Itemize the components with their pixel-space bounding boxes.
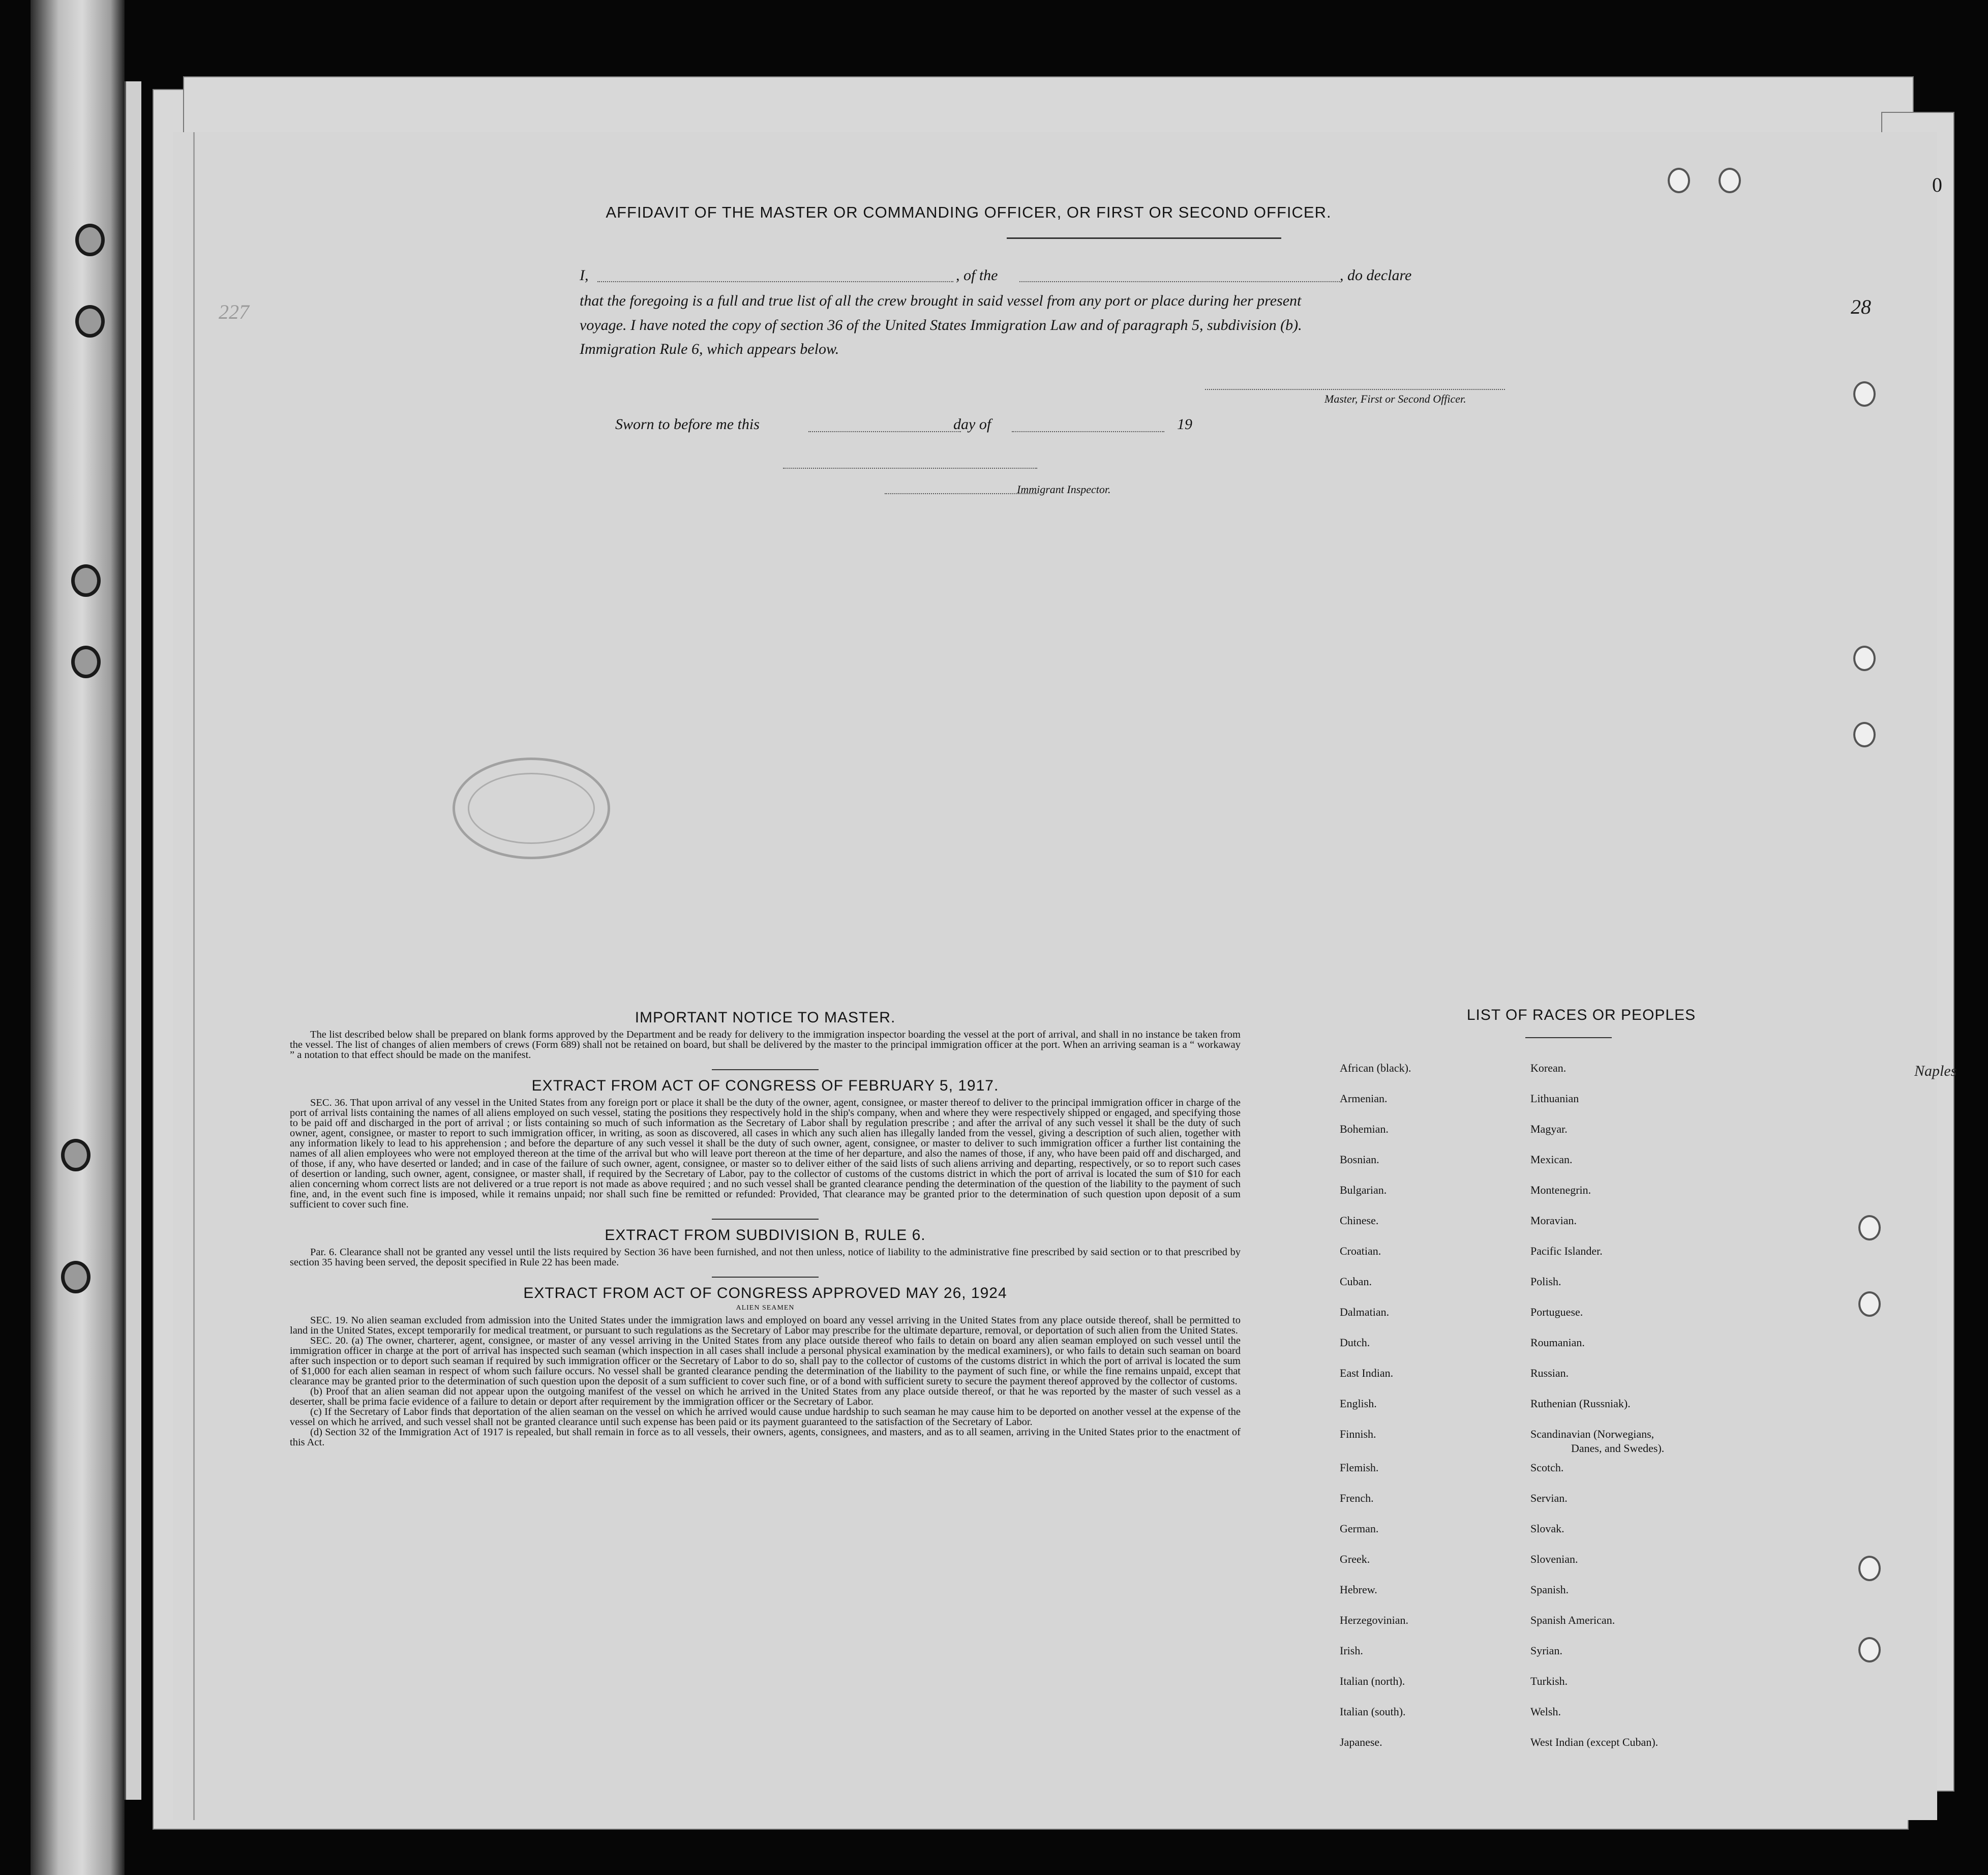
extract-rule6-text: Par. 6. Clearance shall not be granted any vessel until the lists required by Section 36 have been furnished, and not then unless, notice of liability to the administrative fine prescribed by said section or to that prescribed by section 35 having been served, the deposit specified in Rule 22 has been made. bbox=[290, 1247, 1241, 1268]
race-item: Ruthenian (Russniak). bbox=[1530, 1397, 1631, 1410]
extract-1924-subtitle: ALIEN SEAMEN bbox=[736, 1304, 795, 1312]
races-title-underline bbox=[1525, 1037, 1612, 1038]
notice-text: The list described below shall be prepared on blank forms approved by the Department and be ready for delivery to the immigration inspector boarding the vessel at the port of arrival, and shall in no instance be taken from the vessel. The list of changes of alien members of crews (Form 689) shall not be retained on board, but shall be delivered by the master to the principal immigration officer at the port. When an arriving seaman is a “ workaway ” a notation to that effect should be made on the manifest. bbox=[290, 1029, 1241, 1061]
race-item: Chinese. bbox=[1340, 1214, 1379, 1227]
declarant-name-line[interactable] bbox=[597, 281, 953, 282]
race-item: Welsh. bbox=[1530, 1705, 1561, 1718]
edge-number: 0 bbox=[1932, 173, 1942, 196]
race-item: Irish. bbox=[1340, 1644, 1363, 1657]
inspector-line-1[interactable] bbox=[783, 468, 1037, 469]
affidavit-line-2: that the foregoing is a full and true list of all the crew brought in said vessel from any port or place during her present bbox=[580, 292, 1302, 309]
declare-label: , do declare bbox=[1340, 267, 1412, 284]
page-fold bbox=[193, 132, 195, 1820]
signature-line[interactable] bbox=[1205, 389, 1505, 390]
race-item: Pacific Islander. bbox=[1530, 1245, 1603, 1257]
binder-spine bbox=[31, 0, 125, 1875]
race-item: Armenian. bbox=[1340, 1092, 1388, 1105]
race-item: Mexican. bbox=[1530, 1153, 1573, 1166]
section-divider bbox=[712, 1277, 819, 1278]
affidavit-line-3: voyage. I have noted the copy of section 36 of the United States Immigration Law and of paragraph 5, subdivision (b). bbox=[580, 317, 1302, 334]
race-item: Slovenian. bbox=[1530, 1553, 1578, 1565]
extract-1924-paragraph: (d) Section 32 of the Immigration Act of 1917 is repealed, but shall remain in force as to all vessels, their owners, agents, consignees, and masters, and as to all seamen, arriving in the United States prior to the enactment of this Act. bbox=[290, 1427, 1241, 1448]
race-item: Cuban. bbox=[1340, 1275, 1372, 1288]
race-item: Italian (north). bbox=[1340, 1675, 1405, 1687]
race-item: Roumanian. bbox=[1530, 1336, 1585, 1349]
title-underline bbox=[1007, 237, 1281, 239]
race-item: Spanish. bbox=[1530, 1583, 1569, 1596]
race-item: Korean. bbox=[1530, 1062, 1567, 1074]
race-item: Russian. bbox=[1530, 1367, 1569, 1379]
punch-hole bbox=[1858, 1215, 1881, 1241]
affidavit-title: AFFIDAVIT OF THE MASTER OR COMMANDING OFFICER, OR FIRST OR SECOND OFFICER. bbox=[606, 203, 1332, 221]
inspector-line-2[interactable] bbox=[885, 493, 1037, 494]
race-item: Flemish. bbox=[1340, 1461, 1379, 1474]
race-item: Bulgarian. bbox=[1340, 1184, 1387, 1196]
race-item: Italian (south). bbox=[1340, 1705, 1406, 1718]
race-item: Croatian. bbox=[1340, 1245, 1381, 1257]
race-item: Turkish. bbox=[1530, 1675, 1568, 1687]
vessel-name-line[interactable] bbox=[1019, 281, 1340, 282]
races-title: LIST OF RACES OR PEOPLES bbox=[1466, 1007, 1696, 1023]
extract-1924-paragraph: SEC. 20. (a) The owner, charterer, agent, consignee, or master of any vessel arriving in the United States from any place outside thereof who fails to detain on board any alien seaman employed on such vessel until the immigration officer in charge at the port of arrival has inspected such seaman (which inspection in all cases shall include a personal physical examination by the medical examiners), or who fails to detain such seaman on board after such inspection or to deport such seaman if required by such immigration officer or the Secretary of Labor to do so, shall pay to the collector of customs of the customs district in which the port of arrival is located the sum of $1,000 for each alien seaman in respect of whom such failure occurs. No vessel shall be granted clearance pending the determination of the liability to the payment of such fine, or while the fine remains unpaid, except that clearance may be granted prior to the determination of such question upon the deposit of a sum sufficient to cover such fine, or of a bond with sufficient surety to secure the payment thereof approved by the collector of customs. bbox=[290, 1335, 1241, 1387]
race-item: Servian. bbox=[1530, 1492, 1568, 1504]
notice-title: IMPORTANT NOTICE TO MASTER. bbox=[635, 1009, 896, 1026]
margin-note: Naples bbox=[1914, 1063, 1957, 1079]
binder-ring bbox=[75, 224, 105, 256]
race-item: Hebrew. bbox=[1340, 1583, 1377, 1596]
sworn-label: Sworn to before me this bbox=[615, 416, 760, 433]
page-number: 28 bbox=[1851, 295, 1871, 318]
affidavit-page bbox=[173, 132, 1942, 1820]
extract-1917-title: EXTRACT FROM ACT OF CONGRESS OF FEBRUARY 5, 1917. bbox=[531, 1077, 999, 1094]
declarant-label: I, bbox=[580, 267, 589, 284]
race-item: Bohemian. bbox=[1340, 1123, 1389, 1135]
race-item: Scotch. bbox=[1530, 1461, 1564, 1474]
sworn-day-line[interactable] bbox=[808, 431, 961, 432]
extract-1924-paragraph: SEC. 19. No alien seaman excluded from admission into the United States under the immigration laws and employed on board any vessel arriving in the United States from any place outside thereof, shall be permitted to land in the United States, except temporarily for medical treatment, or pursuant to such regulations as the Secretary of Labor may prescribe for the ultimate departure, removal, or deportation of such alien from the United States. bbox=[290, 1315, 1241, 1336]
binder-edge bbox=[125, 81, 141, 1800]
notice-section bbox=[290, 1009, 1241, 1447]
race-item: English. bbox=[1340, 1397, 1377, 1410]
day-of-label: day of bbox=[953, 416, 991, 433]
race-item: Japanese. bbox=[1340, 1736, 1382, 1748]
race-item: Dalmatian. bbox=[1340, 1306, 1390, 1318]
race-item: Herzegovinian. bbox=[1340, 1614, 1408, 1626]
margin-number: 227 bbox=[219, 300, 249, 323]
affidavit-line-4: Immigration Rule 6, which appears below. bbox=[580, 341, 839, 357]
punch-hole bbox=[1853, 381, 1876, 407]
extract-rule6-title: EXTRACT FROM SUBDIVISION B, RULE 6. bbox=[605, 1227, 926, 1244]
binder-ring bbox=[61, 1139, 91, 1171]
punch-hole bbox=[1668, 168, 1690, 193]
binder-ring bbox=[75, 305, 105, 338]
race-item: Portuguese. bbox=[1530, 1306, 1583, 1318]
inspector-caption: Immigrant Inspector. bbox=[1017, 483, 1111, 496]
punch-hole bbox=[1853, 722, 1876, 747]
punch-hole bbox=[1853, 646, 1876, 671]
race-item: Bosnian. bbox=[1340, 1153, 1379, 1166]
race-item: Scandinavian (Norwegians, bbox=[1530, 1428, 1654, 1440]
race-item: Dutch. bbox=[1340, 1336, 1370, 1349]
punch-hole bbox=[1858, 1637, 1881, 1662]
section-divider bbox=[712, 1069, 819, 1070]
extract-1924-title: EXTRACT FROM ACT OF CONGRESS APPROVED MAY 26, 1924 bbox=[523, 1285, 1007, 1302]
race-item: French. bbox=[1340, 1492, 1374, 1504]
punch-hole bbox=[1858, 1291, 1881, 1317]
race-item: Polish. bbox=[1530, 1275, 1561, 1288]
section-divider bbox=[712, 1219, 819, 1220]
race-item: East Indian. bbox=[1340, 1367, 1394, 1379]
race-item: Lithuanian bbox=[1530, 1092, 1579, 1105]
date-stamp bbox=[453, 758, 610, 859]
extract-1917-text: SEC. 36. That upon arrival of any vessel in the United States from any foreign port or place it shall be the duty of the owner, agent, consignee, or master thereof to deliver to the principal immigration officer in charge of the port of arrival lists containing the names of all aliens employed on such vessel, stating the positions they respectively hold in the ship's company, when and where they were respectively shipped or engaged, and specifying those to be paid off and discharged in the port of arrival ; or lists containing so much of such information as the Secretary of Labor shall by regulation prescribe ; and after the arrival of any such vessel it shall be the duty of such owner, agent, consignee, or master to report to such immigration officer, in writing, as soon as discovered, all cases in which any such alien has illegally landed from the vessel, giving a description of such alien, together with any information likely to lead to his apprehension ; and before the departure of any such vessel it shall be the duty of such owner, agent, consignee, or master to deliver to such immigration officer a further list containing the names of all alien employees who were not employed thereon at the time of the arrival but who will leave port thereon at the time of her departure, and also the names of those, if any, who have been paid off and discharged, and of those, if any, who have deserted or landed; and in case of the failure of such owner, agent, consignee, or master so to deliver either of the said lists of such aliens arriving and departing, respectively, or so to report such cases of desertion or landing, such owner, agent, consignee, or master shall, if required by the Secretary of Labor, pay to the collector of customs of the customs district in which the port of arrival is located the sum of $10 for each alien concerning whom correct lists are not delivered or a true report is not made as above required ; and no such vessel shall be granted clearance pending the determination of the question of the liability to the payment of such fine, and, in the event such fine is imposed, while it remains unpaid; nor shall such fine be remitted or refunded: Provided, That clearance may be granted prior to the determination of such question upon deposit of a sum sufficient to cover such fine. bbox=[290, 1097, 1241, 1210]
vessel-label: , of the bbox=[956, 267, 998, 284]
binder-ring bbox=[71, 564, 101, 597]
race-item: Greek. bbox=[1340, 1553, 1370, 1565]
race-item: Syrian. bbox=[1530, 1644, 1562, 1657]
race-item: Finnish. bbox=[1340, 1428, 1376, 1440]
race-item: Montenegrin. bbox=[1530, 1184, 1591, 1196]
race-item: African (black). bbox=[1340, 1062, 1411, 1074]
race-item: Slovak. bbox=[1530, 1522, 1564, 1535]
extract-1924-paragraph: (c) If the Secretary of Labor finds that deportation of the alien seaman on the vessel on which he arrived would cause undue hardship to such seaman he may cause him to be deported on another vessel at the expense of the vessel on which he arrived, and such vessel shall not be granted clearance until such expense has been paid or its payment guaranteed to the satisfaction of the Secretary of Labor. bbox=[290, 1406, 1241, 1428]
punch-hole bbox=[1719, 168, 1741, 193]
extract-1924-paragraph: (b) Proof that an alien seaman did not appear upon the outgoing manifest of the vessel on which he arrived in the United States from any place outside thereof, or that he was reported by the master of such vessel as a deserter, shall be prima facie evidence of a failure to detain or deport after requirement by the immigration officer or the Secretary of Labor. bbox=[290, 1386, 1241, 1407]
signature-caption: Master, First or Second Officer. bbox=[1324, 392, 1466, 405]
extract-1924-text bbox=[290, 1315, 1241, 1447]
year-label: 19 bbox=[1177, 416, 1192, 433]
race-item: Danes, and Swedes). bbox=[1571, 1442, 1665, 1455]
race-item: Magyar. bbox=[1530, 1123, 1568, 1135]
punch-hole bbox=[1858, 1556, 1881, 1581]
binder-ring bbox=[71, 646, 101, 678]
sworn-month-line[interactable] bbox=[1012, 431, 1164, 432]
race-item: German. bbox=[1340, 1522, 1379, 1535]
race-item: West Indian (except Cuban). bbox=[1530, 1736, 1659, 1748]
race-item: Moravian. bbox=[1530, 1214, 1577, 1227]
binder-ring bbox=[61, 1261, 91, 1293]
race-item: Spanish American. bbox=[1530, 1614, 1615, 1626]
